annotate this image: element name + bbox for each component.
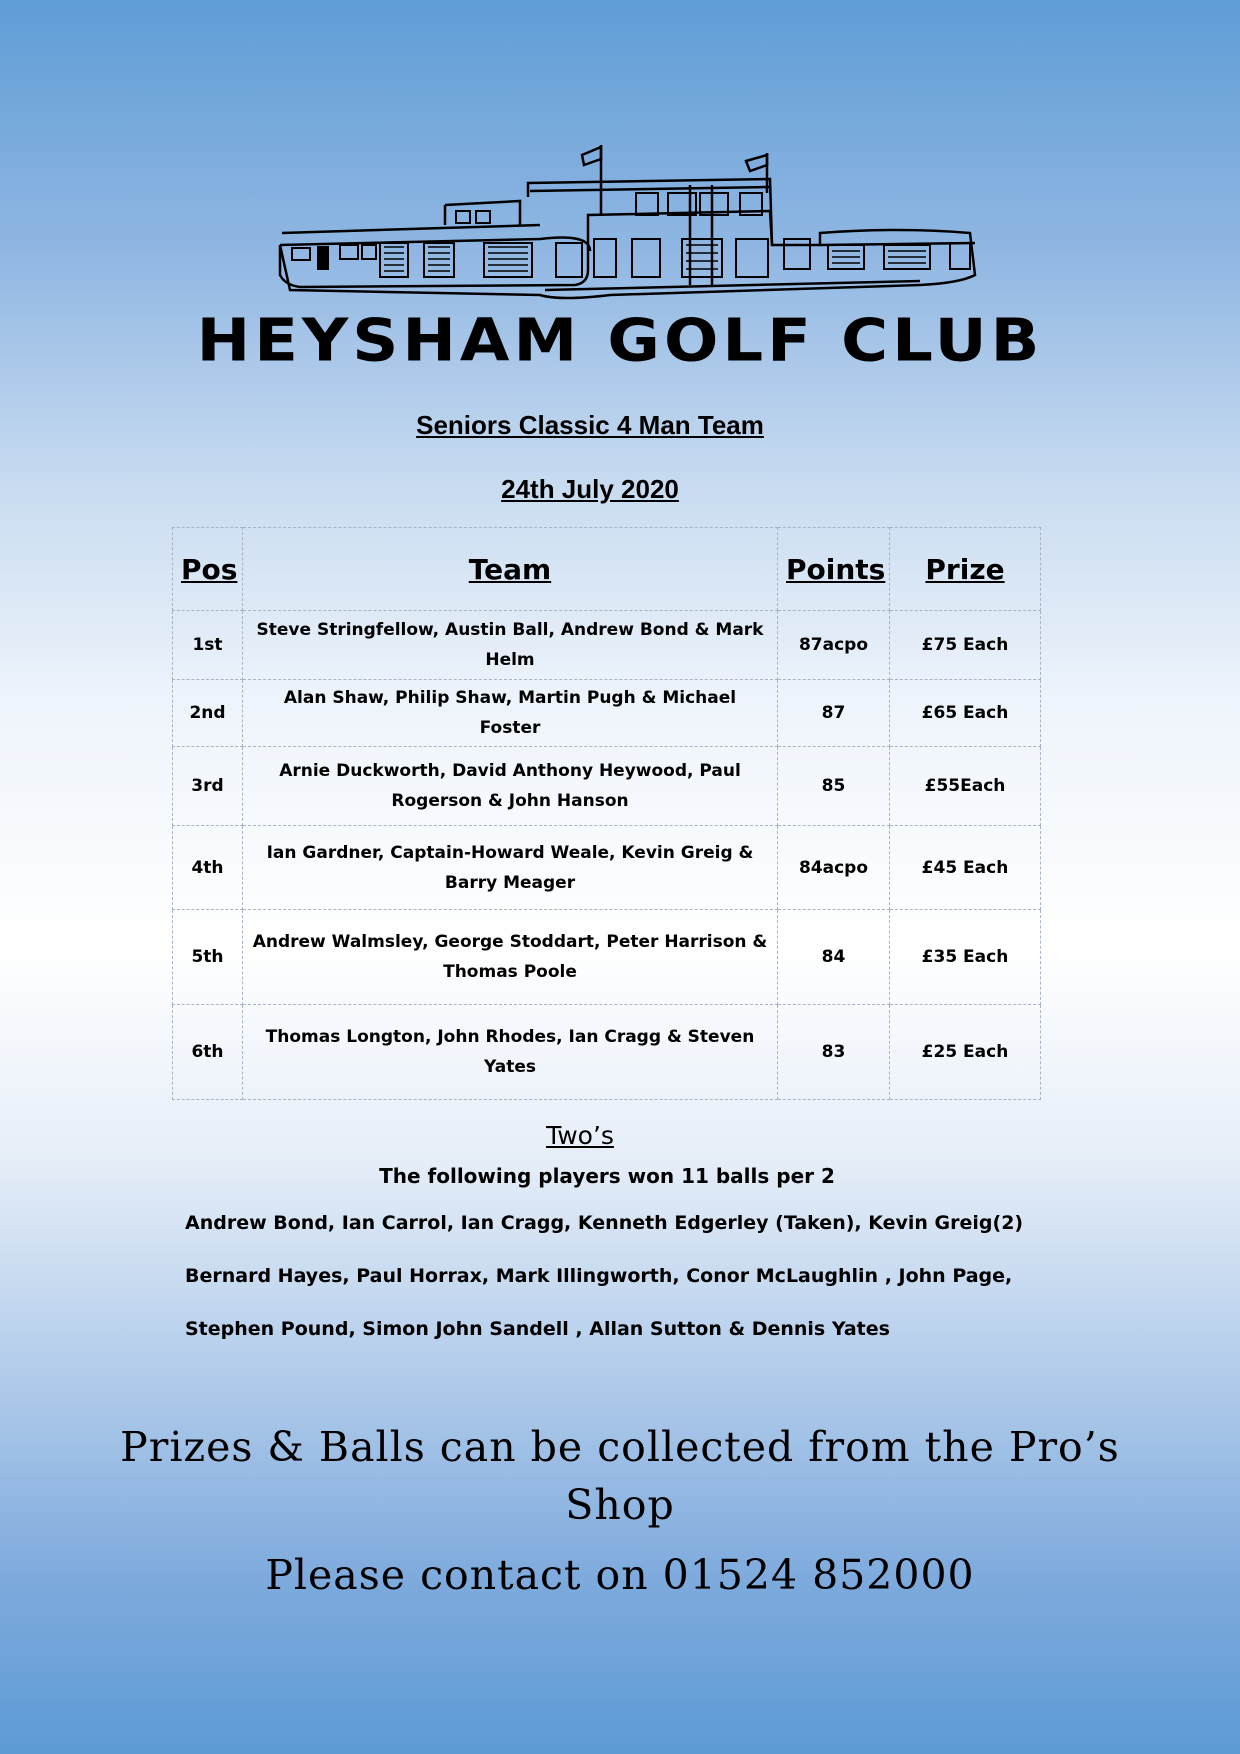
contact-notice: Please contact on 01524 852000 [265, 1551, 975, 1599]
table-row [173, 910, 1041, 1005]
club-name-title: HEYSHAM GOLF CLUB [196, 306, 1044, 376]
twos-winners-line: Andrew Bond, Ian Carrol, Ian Cragg, Kenneth Edgerley (Taken), Kevin Greig(2) [185, 1212, 1024, 1234]
column-header-points: Points [778, 528, 890, 611]
cell-team: Alan Shaw, Philip Shaw, Martin Pugh & Michael Foster [243, 680, 778, 747]
cell-pos: 5th [173, 910, 243, 1005]
cell-points: 84 [778, 910, 890, 1005]
table-row [173, 611, 1041, 680]
table-header-row [173, 528, 1041, 611]
collection-notice: Prizes & Balls can be collected from the Pro’s Shop [120, 1423, 1120, 1529]
table-row [173, 680, 1041, 747]
competition-date: 24th July 2020 [501, 474, 679, 504]
cell-team: Steve Stringfellow, Austin Ball, Andrew Bond & Mark Helm [243, 611, 778, 680]
table-row [173, 747, 1041, 826]
cell-team: Thomas Longton, John Rhodes, Ian Cragg & Steven Yates [243, 1005, 778, 1100]
table-row [173, 826, 1041, 910]
column-header-prize: Prize [890, 528, 1041, 611]
competition-title: Seniors Classic 4 Man Team [416, 410, 764, 440]
table-row [173, 1005, 1041, 1100]
twos-intro: The following players won 11 balls per 2 [379, 1164, 835, 1188]
cell-points: 87 [778, 680, 890, 747]
cell-prize: £75 Each [890, 611, 1041, 680]
cell-team: Ian Gardner, Captain-Howard Weale, Kevin Greig & Barry Meager [243, 826, 778, 910]
cell-points: 83 [778, 1005, 890, 1100]
cell-team: Arnie Duckworth, David Anthony Heywood, Paul Rogerson & John Hanson [243, 747, 778, 826]
cell-pos: 4th [173, 826, 243, 910]
cell-points: 84acpo [778, 826, 890, 910]
cell-points: 87acpo [778, 611, 890, 680]
twos-winners-line: Stephen Pound, Simon John Sandell , Allan Sutton & Dennis Yates [185, 1318, 890, 1340]
cell-prize: £55Each [890, 747, 1041, 826]
column-header-pos: Pos [173, 528, 243, 611]
cell-pos: 3rd [173, 747, 243, 826]
twos-title: Two’s [546, 1121, 614, 1150]
column-header-team: Team [243, 528, 778, 611]
cell-pos: 6th [173, 1005, 243, 1100]
results-table [172, 527, 1041, 1100]
cell-prize: £25 Each [890, 1005, 1041, 1100]
cell-team: Andrew Walmsley, George Stoddart, Peter Harrison & Thomas Poole [243, 910, 778, 1005]
twos-winners-line: Bernard Hayes, Paul Horrax, Mark Illingworth, Conor McLaughlin , John Page, [185, 1265, 1013, 1287]
cell-pos: 1st [173, 611, 243, 680]
cell-pos: 2nd [173, 680, 243, 747]
cell-points: 85 [778, 747, 890, 826]
cell-prize: £35 Each [890, 910, 1041, 1005]
cell-prize: £45 Each [890, 826, 1041, 910]
cell-prize: £65 Each [890, 680, 1041, 747]
